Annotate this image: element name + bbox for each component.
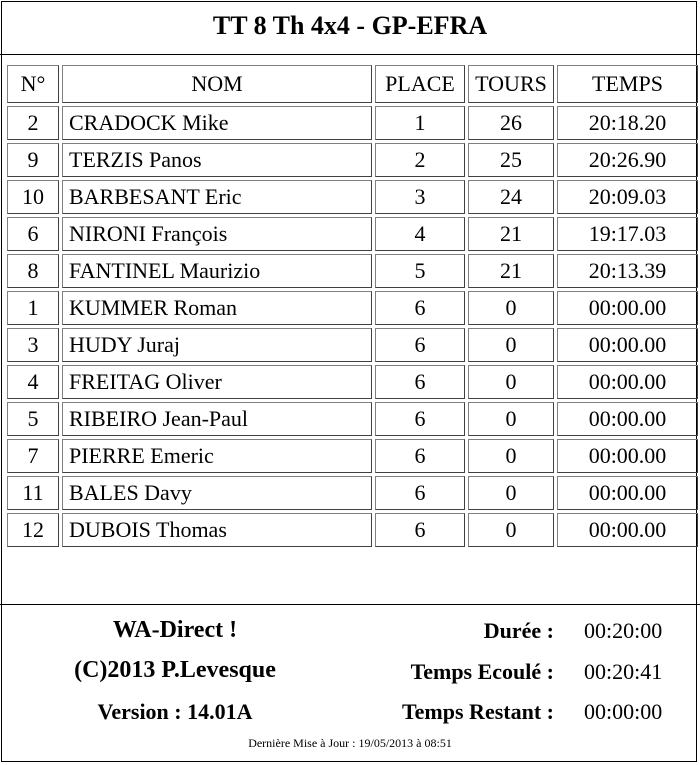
cell-nom: PIERRE Emeric: [62, 439, 372, 473]
cell-num: 8: [7, 254, 59, 288]
cell-nom: FANTINEL Maurizio: [62, 254, 372, 288]
cell-temps: 00:00.00: [557, 476, 698, 510]
cell-temps: 00:00.00: [557, 328, 698, 362]
cell-tours: 0: [468, 402, 554, 436]
table-row: [7, 217, 698, 251]
cell-place: 3: [375, 180, 465, 214]
cell-num: 5: [7, 402, 59, 436]
cell-temps: 00:00.00: [557, 291, 698, 325]
cell-tours: 26: [468, 106, 554, 140]
cell-tours: 25: [468, 143, 554, 177]
cell-place: 2: [375, 143, 465, 177]
cell-temps: 20:09.03: [557, 180, 698, 214]
table-row: [7, 291, 698, 325]
results-table: [4, 62, 700, 550]
cell-place: 1: [375, 106, 465, 140]
duree-label: Durée :: [483, 618, 554, 643]
table-row: [7, 513, 698, 547]
cell-tours: 21: [468, 217, 554, 251]
cell-temps: 19:17.03: [557, 217, 698, 251]
cell-tours: 0: [468, 365, 554, 399]
last-update: Dernière Mise à Jour : 19/05/2013 à 08:51: [248, 736, 452, 750]
cell-tours: 0: [468, 328, 554, 362]
cell-nom: BALES Davy: [62, 476, 372, 510]
cell-num: 12: [7, 513, 59, 547]
title-divider: [0, 54, 700, 55]
cell-nom: NIRONI François: [62, 217, 372, 251]
cell-nom: KUMMER Roman: [62, 291, 372, 325]
col-header-num: N°: [7, 65, 59, 103]
cell-num: 4: [7, 365, 59, 399]
cell-place: 6: [375, 439, 465, 473]
footer-divider: [0, 604, 700, 605]
results-body: [7, 106, 698, 547]
cell-tours: 24: [468, 180, 554, 214]
cell-tours: 0: [468, 476, 554, 510]
cell-place: 6: [375, 291, 465, 325]
restant-label: Temps Restant :: [402, 699, 554, 724]
col-header-tours: TOURS: [468, 65, 554, 103]
ecoule-label: Temps Ecoulé :: [410, 659, 554, 684]
cell-nom: DUBOIS Thomas: [62, 513, 372, 547]
cell-temps: 00:00.00: [557, 513, 698, 547]
cell-tours: 0: [468, 291, 554, 325]
cell-place: 6: [375, 365, 465, 399]
cell-nom: FREITAG Oliver: [62, 365, 372, 399]
cell-nom: RIBEIRO Jean-Paul: [62, 402, 372, 436]
cell-num: 11: [7, 476, 59, 510]
cell-temps: 20:13.39: [557, 254, 698, 288]
app-name: WA-Direct !: [112, 617, 238, 643]
cell-temps: 00:00.00: [557, 365, 698, 399]
col-header-place: PLACE: [375, 65, 465, 103]
ecoule-value: 00:20:41: [584, 659, 663, 684]
table-row: [7, 365, 698, 399]
table-row: [7, 328, 698, 362]
cell-num: 2: [7, 106, 59, 140]
table-row: [7, 106, 698, 140]
cell-num: 9: [7, 143, 59, 177]
cell-place: 6: [375, 328, 465, 362]
cell-place: 5: [375, 254, 465, 288]
restant-value: 00:00:00: [584, 699, 663, 724]
cell-place: 4: [375, 217, 465, 251]
cell-temps: 20:26.90: [557, 143, 698, 177]
cell-nom: BARBESANT Eric: [62, 180, 372, 214]
table-row: [7, 180, 698, 214]
table-row: [7, 476, 698, 510]
table-header-row: [7, 65, 698, 103]
cell-num: 7: [7, 439, 59, 473]
cell-num: 10: [7, 180, 59, 214]
cell-num: 6: [7, 217, 59, 251]
version: Version : 14.01A: [97, 699, 253, 724]
table-row: [7, 143, 698, 177]
col-header-nom: NOM: [62, 65, 372, 103]
table-row: [7, 439, 698, 473]
cell-place: 6: [375, 513, 465, 547]
cell-num: 1: [7, 291, 59, 325]
cell-nom: CRADOCK Mike: [62, 106, 372, 140]
cell-place: 6: [375, 402, 465, 436]
cell-temps: 20:18.20: [557, 106, 698, 140]
table-row: [7, 402, 698, 436]
cell-temps: 00:00.00: [557, 439, 698, 473]
copyright: (C)2013 P.Levesque: [74, 657, 276, 683]
table-row: [7, 254, 698, 288]
duree-value: 00:20:00: [584, 618, 663, 643]
cell-tours: 0: [468, 513, 554, 547]
col-header-temps: TEMPS: [557, 65, 698, 103]
cell-nom: HUDY Juraj: [62, 328, 372, 362]
cell-nom: TERZIS Panos: [62, 143, 372, 177]
cell-tours: 21: [468, 254, 554, 288]
cell-temps: 00:00.00: [557, 402, 698, 436]
cell-tours: 0: [468, 439, 554, 473]
cell-num: 3: [7, 328, 59, 362]
page-title: TT 8 Th 4x4 - GP-EFRA: [212, 11, 488, 40]
cell-place: 6: [375, 476, 465, 510]
